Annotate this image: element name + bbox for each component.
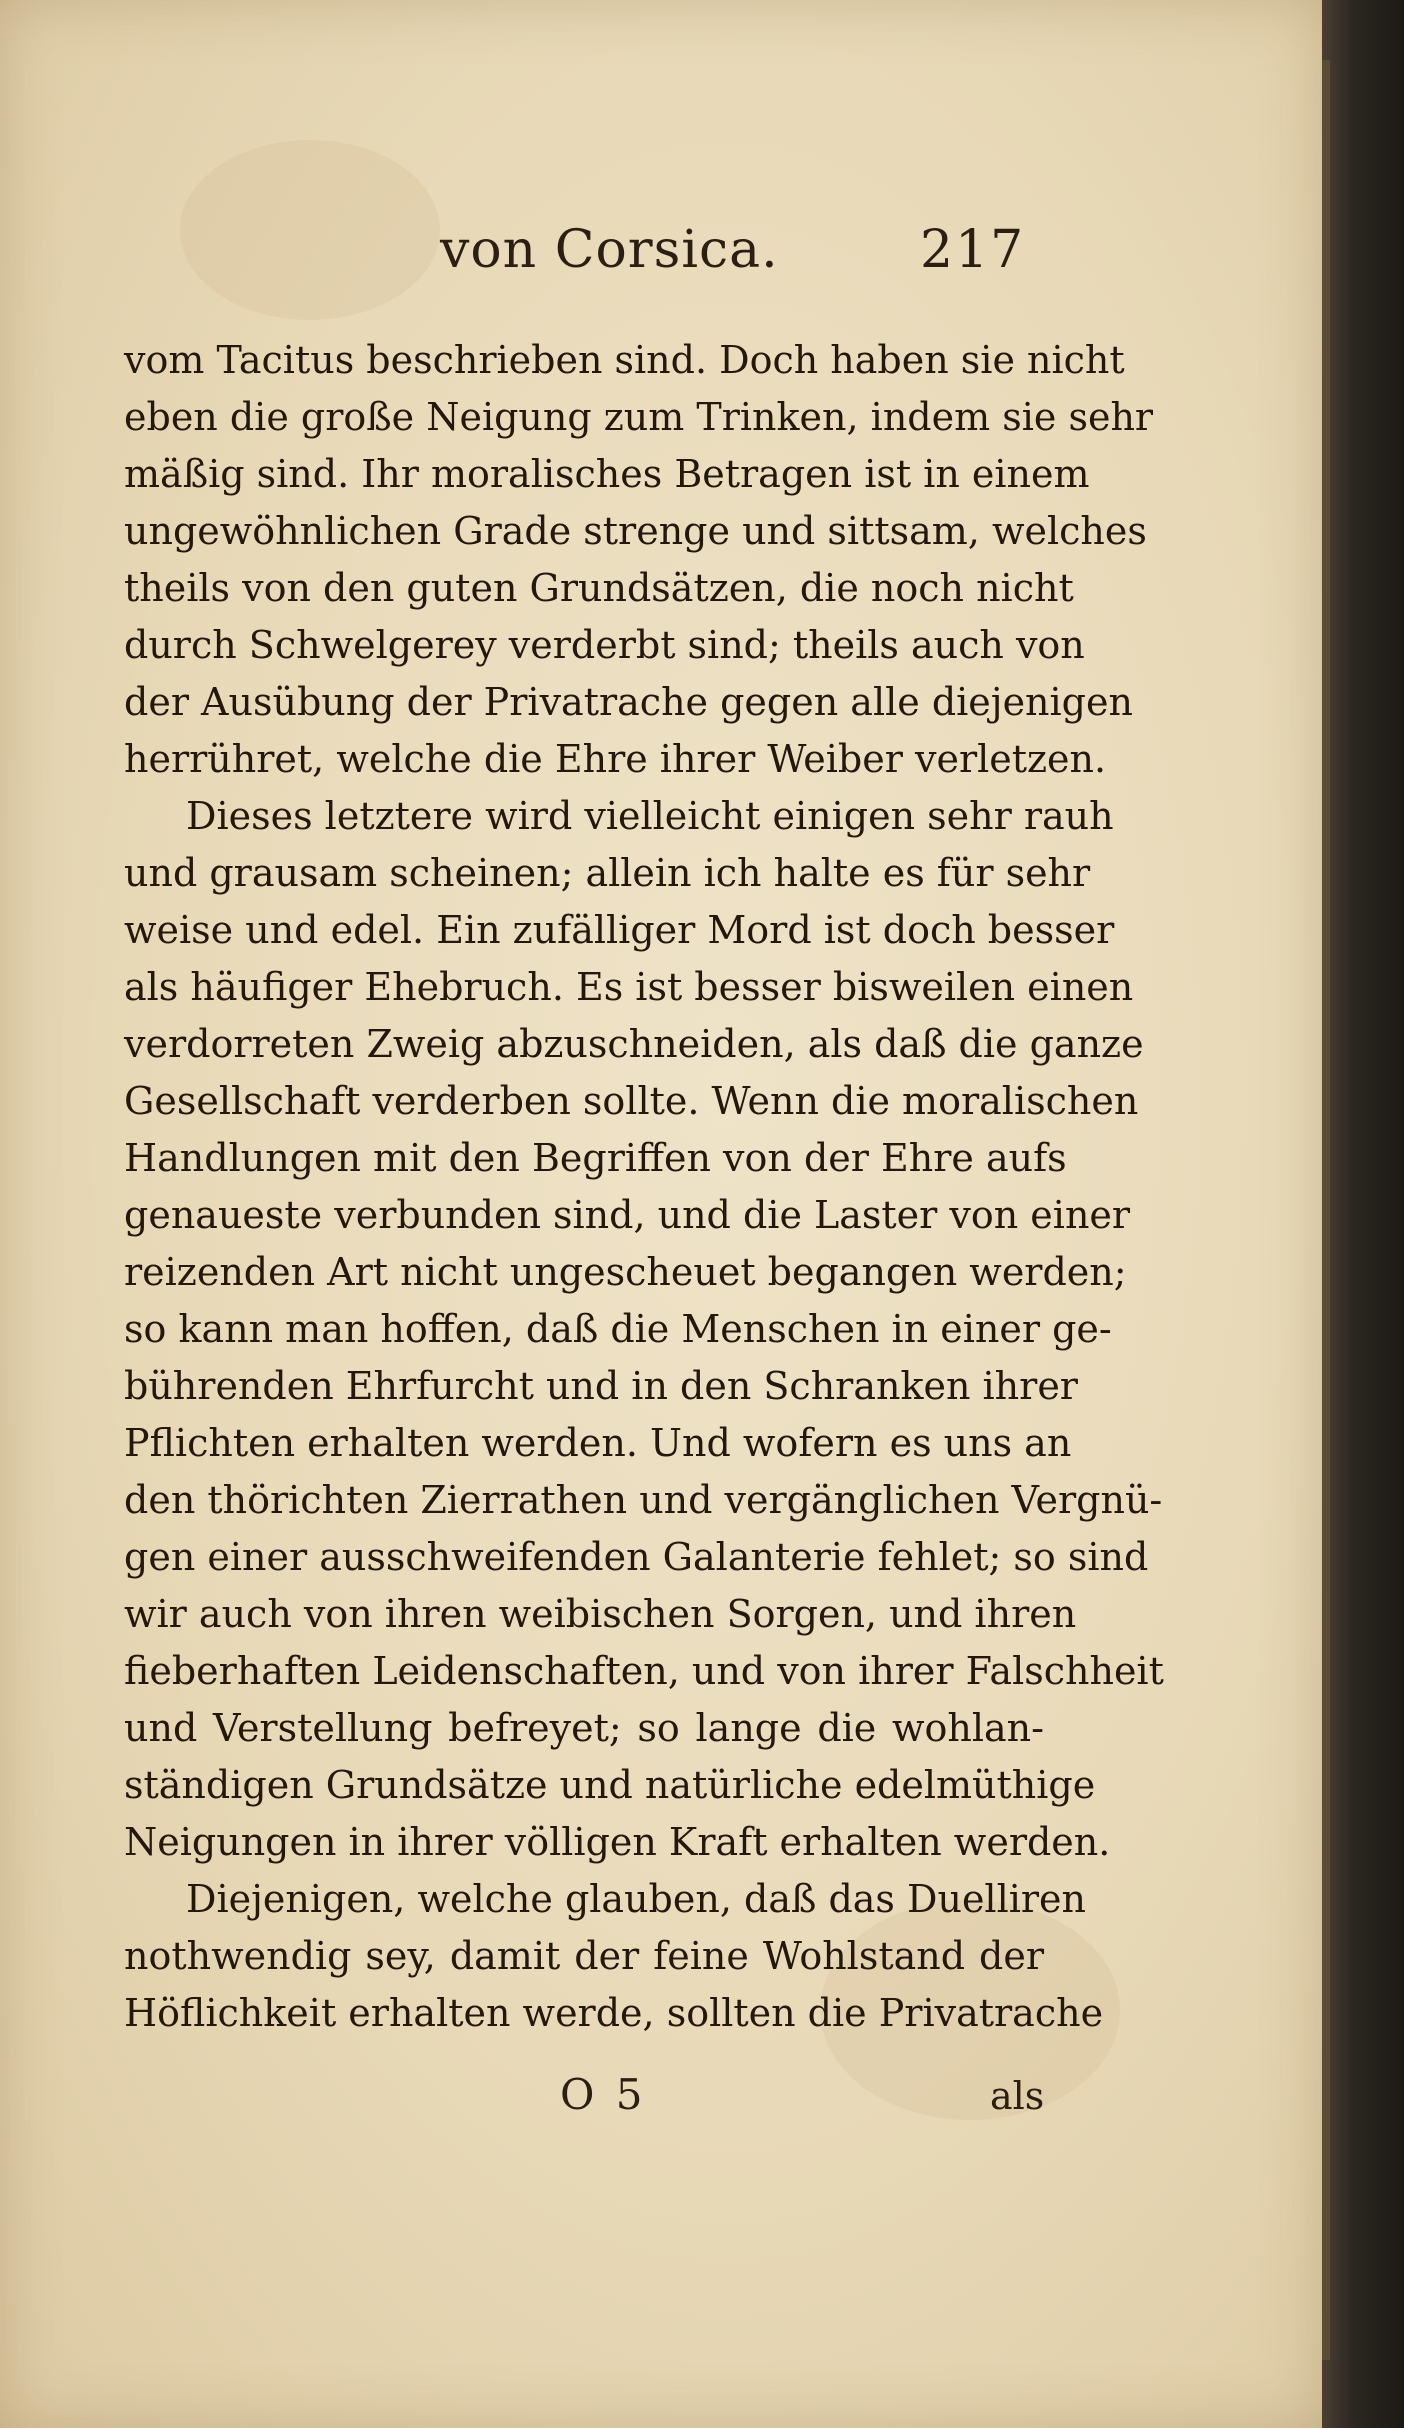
text-line: weise und edel. Ein zufälliger Mord ist doch besser bbox=[124, 908, 1115, 952]
text-line: Neigungen in ihrer völligen Kraft erhalten werden. bbox=[124, 1820, 1111, 1864]
text-line: Gesellschaft verderben sollte. Wenn die moralischen bbox=[124, 1079, 1139, 1123]
running-title: von Corsica. bbox=[440, 220, 779, 280]
text-line: als häufiger Ehebruch. Es ist besser bisweilen einen bbox=[124, 965, 1134, 1009]
text-line: so kann man hoffen, daß die Menschen in einer ge- bbox=[124, 1307, 1112, 1351]
text-line: Handlungen mit den Begriffen von der Ehre aufs bbox=[124, 1136, 1067, 1180]
text-line: ständigen Grundsätze und natürliche edelmüthige bbox=[124, 1763, 1096, 1807]
body-text bbox=[124, 332, 1164, 2042]
text-line: verdorreten Zweig abzuschneiden, als daß die ganze bbox=[124, 1022, 1144, 1066]
page-header bbox=[0, 220, 1322, 300]
text-line: durch Schwelgerey verderbt sind; theils auch von bbox=[124, 623, 1085, 667]
text-line: fieberhaften Leidenschaften, und von ihrer Falschheit bbox=[124, 1649, 1164, 1693]
signature-mark: O 5 bbox=[560, 2070, 647, 2119]
text-line: der Ausübung der Privatrache gegen alle diejenigen bbox=[124, 680, 1133, 724]
text-line: vom Tacitus beschrieben sind. Doch haben sie nicht bbox=[124, 338, 1125, 382]
text-line: reizenden Art nicht ungescheuet begangen werden; bbox=[124, 1250, 1127, 1294]
text-line: genaueste verbunden sind, und die Laster von einer bbox=[124, 1193, 1131, 1237]
text-line: bührenden Ehrfurcht und in den Schranken ihrer bbox=[124, 1364, 1078, 1408]
page-number: 217 bbox=[920, 220, 1026, 280]
text-line: gen einer ausschweifenden Galanterie fehlet; so sind bbox=[124, 1535, 1149, 1579]
page-footer bbox=[0, 2070, 1322, 2130]
text-line: theils von den guten Grundsätzen, die noch nicht bbox=[124, 566, 1074, 610]
text-line: ungewöhnlichen Grade strenge und sittsam, welches bbox=[124, 509, 1147, 553]
page-edge-shadow bbox=[1322, 0, 1404, 2428]
text-line: und grausam scheinen; allein ich halte es für sehr bbox=[124, 851, 1091, 895]
text-line: eben die große Neigung zum Trinken, indem sie sehr bbox=[124, 395, 1154, 439]
text-line: wir auch von ihren weibischen Sorgen, und ihren bbox=[124, 1592, 1077, 1636]
text-line: nothwendig sey, damit der feine Wohlstand der bbox=[124, 1934, 1044, 1978]
text-line: Höflichkeit erhalten werde, sollten die Privatrache bbox=[124, 1991, 1104, 2035]
text-line: und Verstellung befreyet; so lange die wohlan- bbox=[124, 1706, 1044, 1750]
text-line: Diejenigen, welche glauben, daß das Duelliren bbox=[186, 1877, 1087, 1921]
text-line: herrühret, welche die Ehre ihrer Weiber verletzen. bbox=[124, 737, 1107, 781]
text-line: Pflichten erhalten werden. Und wofern es uns an bbox=[124, 1421, 1072, 1465]
page-edge-strip bbox=[1322, 60, 1330, 2360]
text-line: den thörichten Zierrathen und vergänglichen Vergnü- bbox=[124, 1478, 1163, 1522]
catchword: als bbox=[990, 2074, 1045, 2118]
text-line: Dieses letztere wird vielleicht einigen sehr rauh bbox=[186, 794, 1114, 838]
text-line: mäßig sind. Ihr moralisches Betragen ist in einem bbox=[124, 452, 1090, 496]
